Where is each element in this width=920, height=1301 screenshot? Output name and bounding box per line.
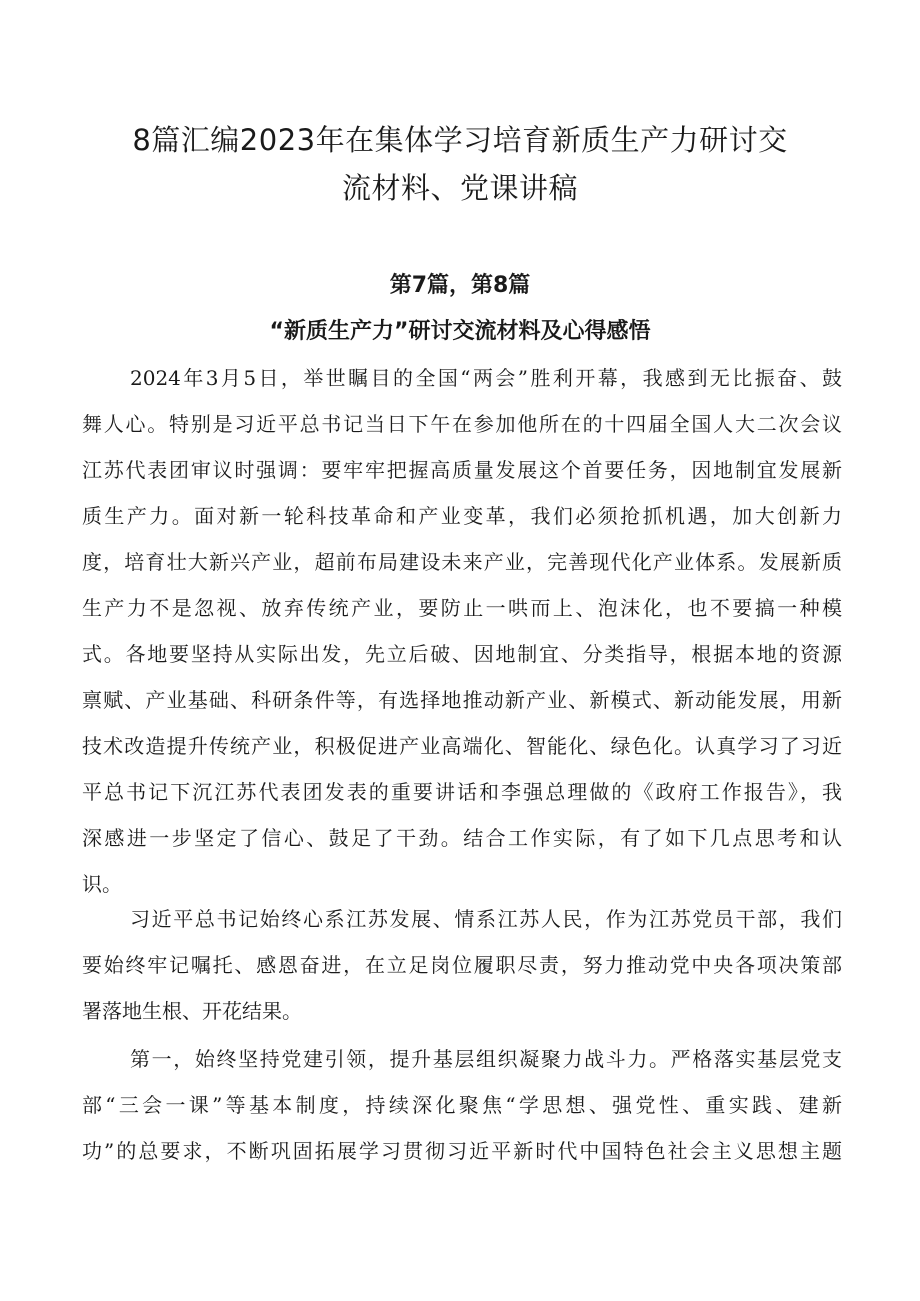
title-line-1: 8篇汇编2023年在集体学习培育新质生产力研讨交	[132, 123, 788, 157]
paragraph-2	[82, 896, 842, 1034]
paragraph-line: 平总书记下沉江苏代表团发表的重要讲话和李强总理做的《政府工作报告》，我	[82, 780, 842, 804]
paragraph-line: 舞人心。特别是习近平总书记当日下午在参加他所在的十四届全国人大二次会议	[82, 412, 842, 436]
document-title	[100, 116, 820, 212]
section-number: 第7篇，第8篇	[389, 273, 531, 298]
title-line-2: 流材料、党课讲稿	[341, 171, 578, 205]
paragraph-line: 式。各地要坚持从实际出发，先立后破、因地制宜、分类指导，根据本地的资源	[82, 642, 842, 666]
paragraph-1	[82, 355, 842, 907]
paragraph-line: 江苏代表团审议时强调：要牢牢把握高质量发展这个首要任务，因地制宜发展新	[82, 458, 842, 482]
paragraph-line: 2024年3月5日，举世瞩目的全国“两会”胜利开幕，我感到无比振奋、鼓	[130, 366, 842, 390]
paragraph-line: 署落地生根、开花结果。	[82, 999, 302, 1023]
paragraph-line: 识。	[82, 872, 122, 896]
paragraph-3	[82, 1036, 842, 1174]
paragraph-line: 部“三会一课”等基本制度，持续深化聚焦“学思想、强党性、重实践、建新	[82, 1093, 842, 1117]
paragraph-line: 生产力不是忽视、放弃传统产业，要防止一哄而上、泡沫化，也不要搞一种模	[82, 596, 842, 620]
paragraph-line: 质生产力。面对新一轮科技革命和产业变革，我们必须抢抓机遇，加大创新力	[82, 504, 842, 528]
section-subtitle: “新质生产力”研讨交流材料及心得感悟	[269, 319, 651, 344]
paragraph-line: 第一，始终坚持党建引领，提升基层组织凝聚力战斗力。严格落实基层党支	[130, 1047, 842, 1071]
paragraph-line: 习近平总书记始终心系江苏发展、情系江苏人民，作为江苏党员干部，我们	[130, 907, 842, 931]
paragraph-line: 度，培育壮大新兴产业，超前布局建设未来产业，完善现代化产业体系。发展新质	[82, 550, 842, 574]
paragraph-line: 功”的总要求，不断巩固拓展学习贯彻习近平新时代中国特色社会主义思想主题	[82, 1139, 842, 1163]
paragraph-line: 技术改造提升传统产业，积极促进产业高端化、智能化、绿色化。认真学习了习近	[82, 734, 842, 758]
paragraph-line: 要始终牢记嘱托、感恩奋进，在立足岗位履职尽责，努力推动党中央各项决策部	[82, 953, 842, 977]
paragraph-line: 禀赋、产业基础、科研条件等，有选择地推动新产业、新模式、新动能发展，用新	[82, 688, 842, 712]
paragraph-line: 深感进一步坚定了信心、鼓足了干劲。结合工作实际，有了如下几点思考和认	[82, 826, 842, 850]
